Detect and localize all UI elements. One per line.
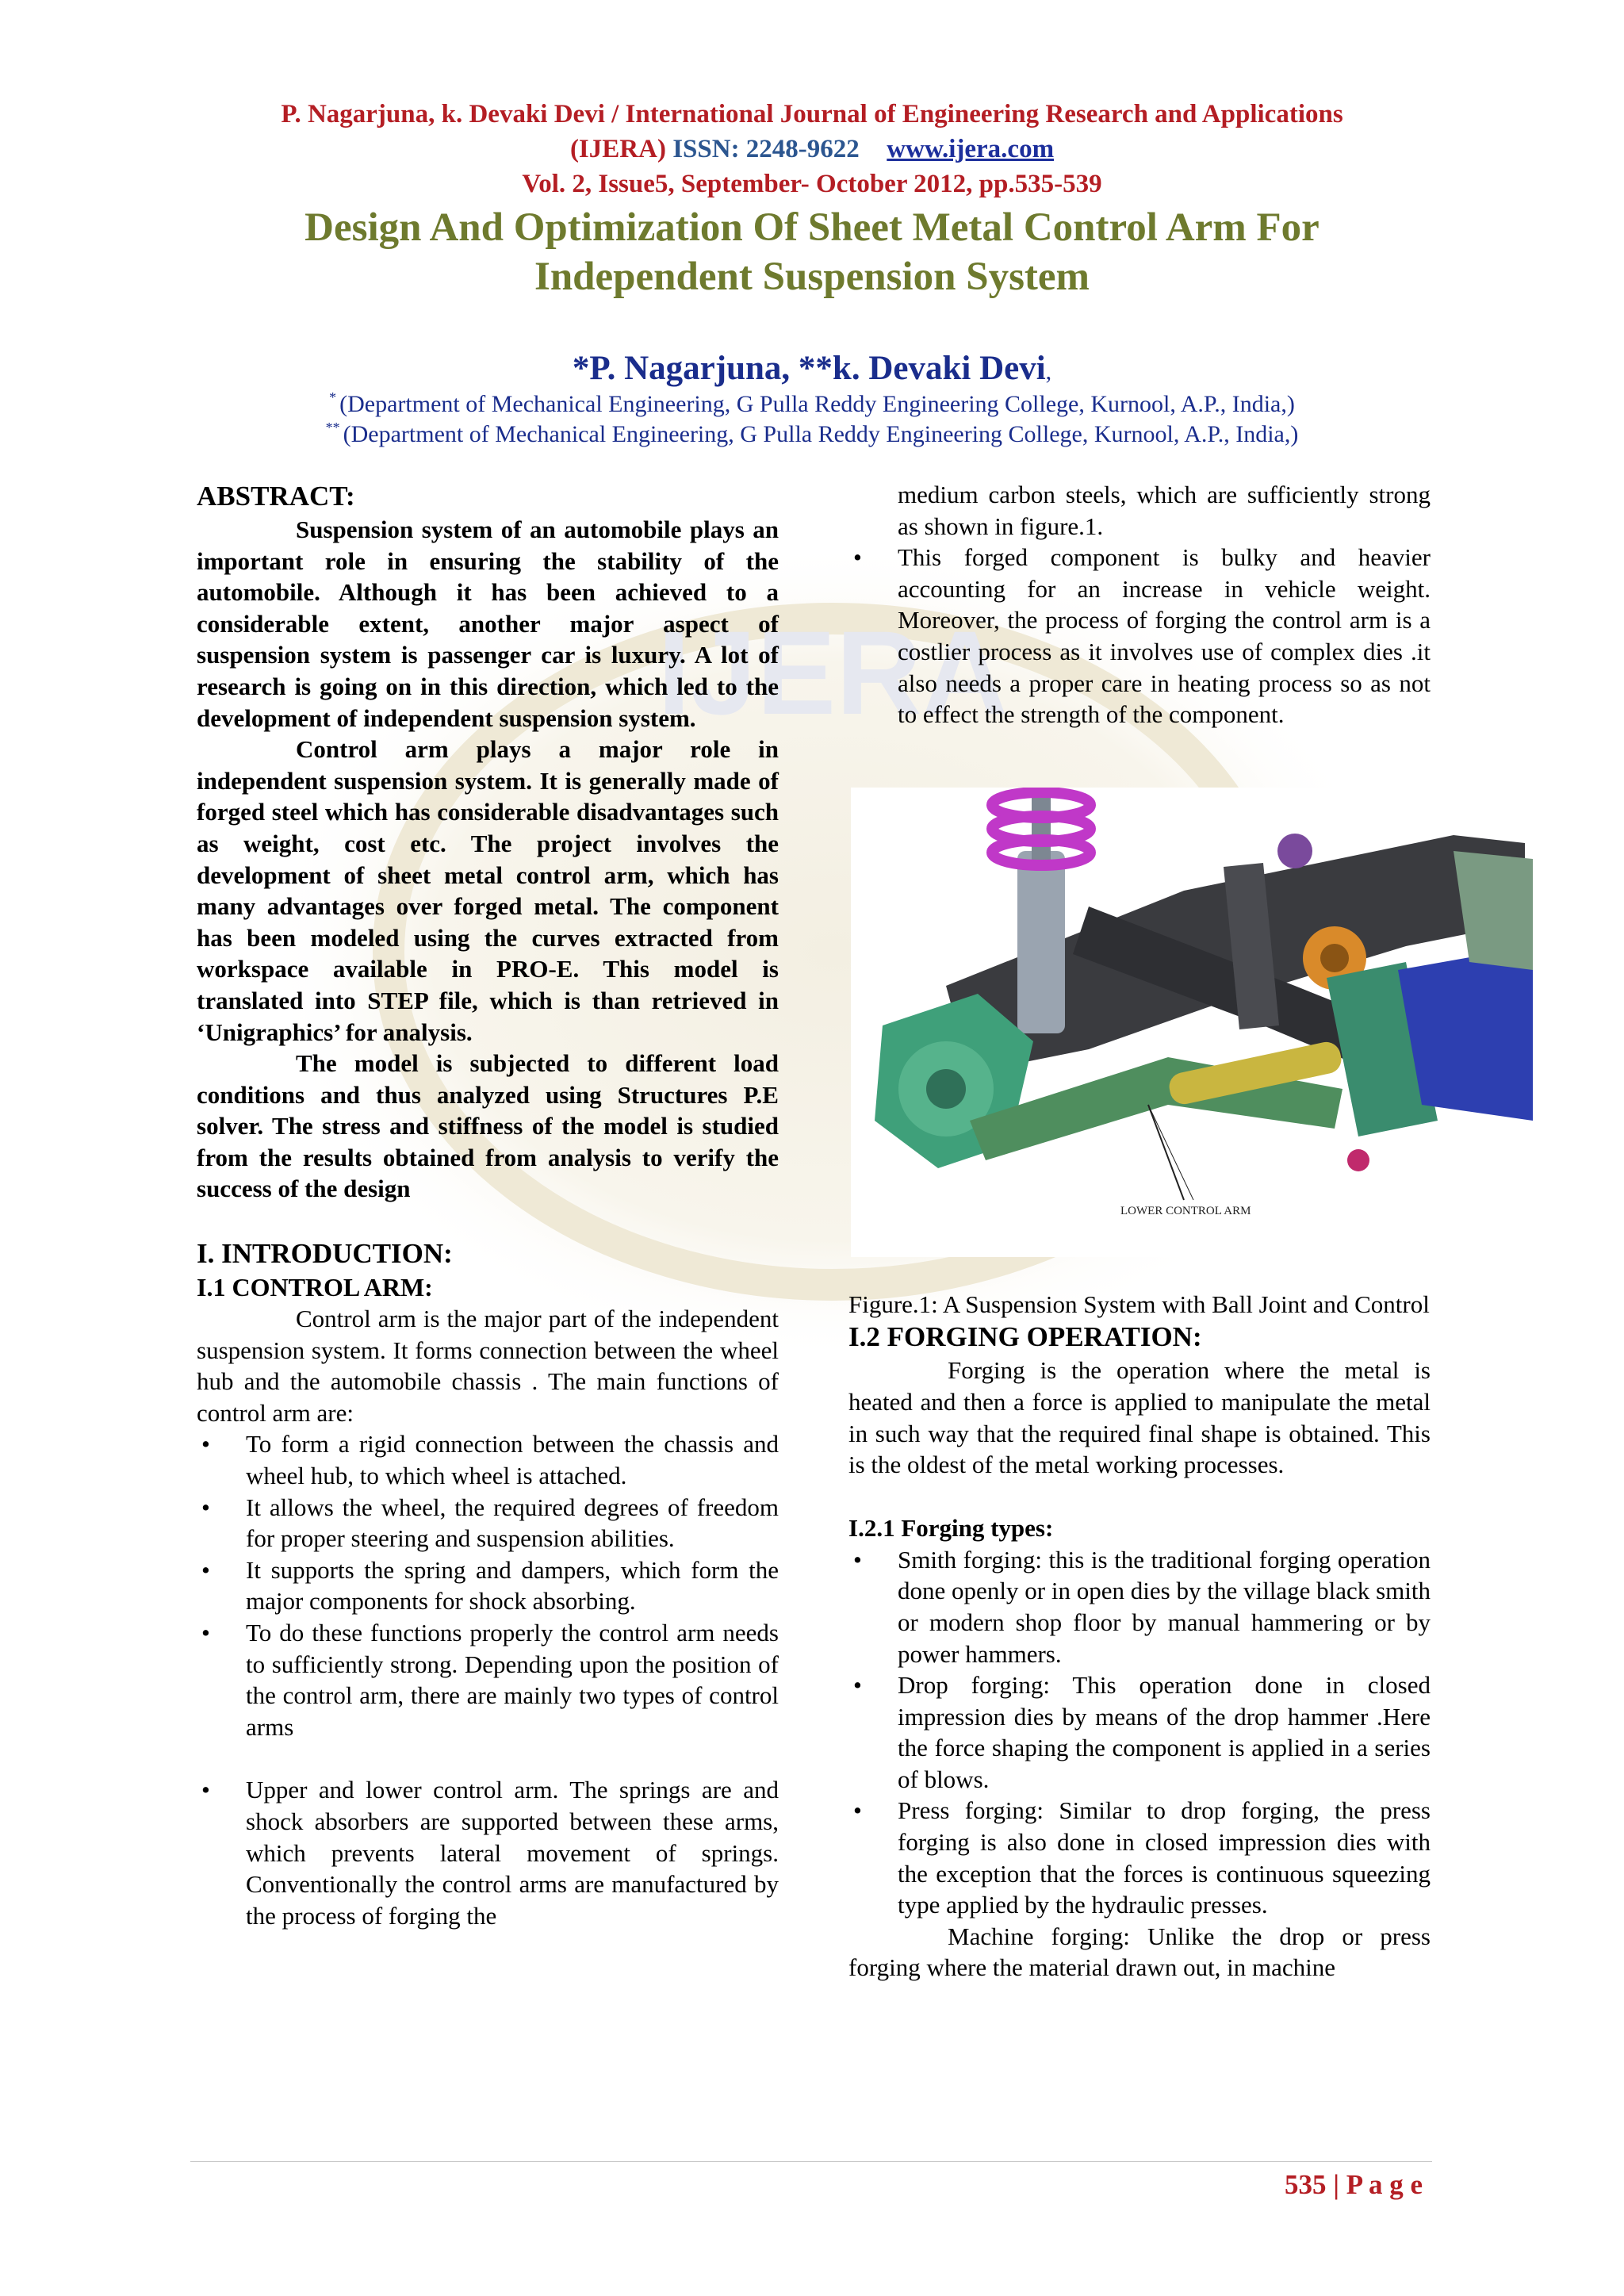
function-bullet-4: • To do these functions properly the control arm needs to sufficiently strong. Depending upon the position of the control arm, there are mainly two types of control arms [197, 1617, 779, 1742]
machine-forging-paragraph: Machine forging: Unlike the drop or press forging where the material drawn out, in machine [848, 1922, 1431, 1982]
authors-comma: , [1045, 358, 1052, 385]
issn: ISSN: 2248-9622 [672, 135, 860, 163]
page-number: 535 | P a g e [1285, 2169, 1423, 2200]
suspension-system-figure [851, 788, 1533, 1257]
control-arm-paragraph: Control arm is the major part of the independent suspension system. It forms connection between the wheel hub and the automobile chassis . The main functions of control arm are: [197, 1305, 779, 1427]
journal-info-line [0, 135, 1624, 164]
left-column [197, 479, 779, 1931]
function-bullet-1: • To form a rigid connection between the chassis and wheel hub, to which wheel is attached. [197, 1428, 779, 1491]
affiliation-1-text: (Department of Mechanical Engineering, G Pulla Reddy Engineering College, Kurnool, A.P., India,) [339, 391, 1295, 417]
affiliation-1-mark: * [329, 389, 337, 405]
affiliation-2-text: (Department of Mechanical Engineering, G Pulla Reddy Engineering College, Kurnool, A.P., India,) [343, 421, 1299, 447]
affiliation-1 [0, 389, 1624, 418]
footer-divider [190, 2161, 1432, 2162]
affiliation-2 [0, 420, 1624, 448]
abstract-paragraph-3: The model is subjected to different load conditions and thus analyzed using Structures P.E solver. The stress and stiffness of the model is studied from the results obtained from analysis to verify the success of the design [197, 1049, 779, 1203]
journal-abbr: (IJERA) [569, 135, 666, 163]
function-bullet-2: • It allows the wheel, the required degrees of freedom for proper steering and suspension abilities. [197, 1492, 779, 1554]
paper-title-line-1: Design And Optimization Of Sheet Metal Control Arm For [304, 205, 1320, 250]
forged-component-bullet: • This forged component is bulky and heavier accounting for an increase in vehicle weight. Moreover, the process of forging the control arm is a costlier process as it involves use of complex dies .it also needs a proper care in heating process so as not to effect the strength of the component. [848, 542, 1431, 730]
forging-type-press: • Press forging: Similar to drop forging, the press forging is also done in closed impression dies with the exception that the forces is continuous squeezing type applied by the hydraulic presses. [848, 1795, 1431, 1920]
introduction-heading: I. INTRODUCTION: [197, 1238, 453, 1270]
continued-text: medium carbon steels, which are sufficiently strong as shown in figure.1. [898, 481, 1431, 540]
control-arm-subheading: I.1 CONTROL ARM: [197, 1273, 433, 1302]
abstract-paragraph-2: Control arm plays a major role in independent suspension system. It is generally made of forged steel which has considerable disadvantages such as weight, cost etc. The project involves the development of sheet metal control arm, which has many advantages over forged metal. The component has been modeled using the curves extracted from workspace available in PRO-E. This model is translated into STEP file, which is than retrieved in ‘Unigraphics’ for analysis. [197, 735, 779, 1046]
paper-title-line-2: Independent Suspension System [534, 255, 1090, 299]
forging-type-smith: • Smith forging: this is the traditional forging operation done openly or in open dies by the village black smith or modern shop floor by manual hammering or by power hammers. [848, 1544, 1431, 1669]
abstract-heading: ABSTRACT: [197, 481, 355, 512]
forging-type-drop: • Drop forging: This operation done in closed impression dies by means of the drop hammer .Here the force shaping the component is applied in a series of blows. [848, 1669, 1431, 1795]
affiliation-2-mark: ** [325, 420, 340, 435]
author-names: *P. Nagarjuna, **k. Devaki Devi [572, 350, 1046, 387]
right-column [848, 479, 1431, 1984]
running-header: P. Nagarjuna, k. Devaki Devi / International Journal of Engineering Research and Applications [281, 100, 1343, 128]
figure-label-lower-control-arm: LOWER CONTROL ARM [1120, 1204, 1251, 1217]
function-bullet-5: • Upper and lower control arm. The springs are and shock absorbers are supported between these arms, which prevents lateral movement of springs. Conventionally the control arms are manufactured by the process of forging the [197, 1774, 779, 1931]
forging-operation-heading: I.2 FORGING OPERATION: [848, 1321, 1202, 1353]
forging-paragraph: Forging is the operation where the metal is heated and then a force is applied to manipulate the metal in such way that the required final shape is obtained. This is the oldest of the metal working processes. [848, 1356, 1431, 1479]
forging-types-heading: I.2.1 Forging types: [848, 1513, 1054, 1542]
figure-caption: Figure.1: A Suspension System with Ball Joint and Control [848, 1290, 1430, 1318]
watermark-text: IJERA [657, 606, 1008, 739]
function-bullet-3: • It supports the spring and dampers, which form the major components for shock absorbing. [197, 1554, 779, 1617]
journal-url-link[interactable]: www.ijera.com [887, 135, 1055, 163]
authors [0, 349, 1624, 388]
volume-line: Vol. 2, Issue5, September- October 2012, pp.535-539 [522, 170, 1102, 198]
abstract-paragraph-1: Suspension system of an automobile plays an important role in ensuring the stability of the automobile. Although it has been achieved to a considerable extent, another major aspect of suspension system is passenger car is luxury. A lot of research is going on in this direction, which led to the development of independent suspension system. [197, 516, 779, 732]
